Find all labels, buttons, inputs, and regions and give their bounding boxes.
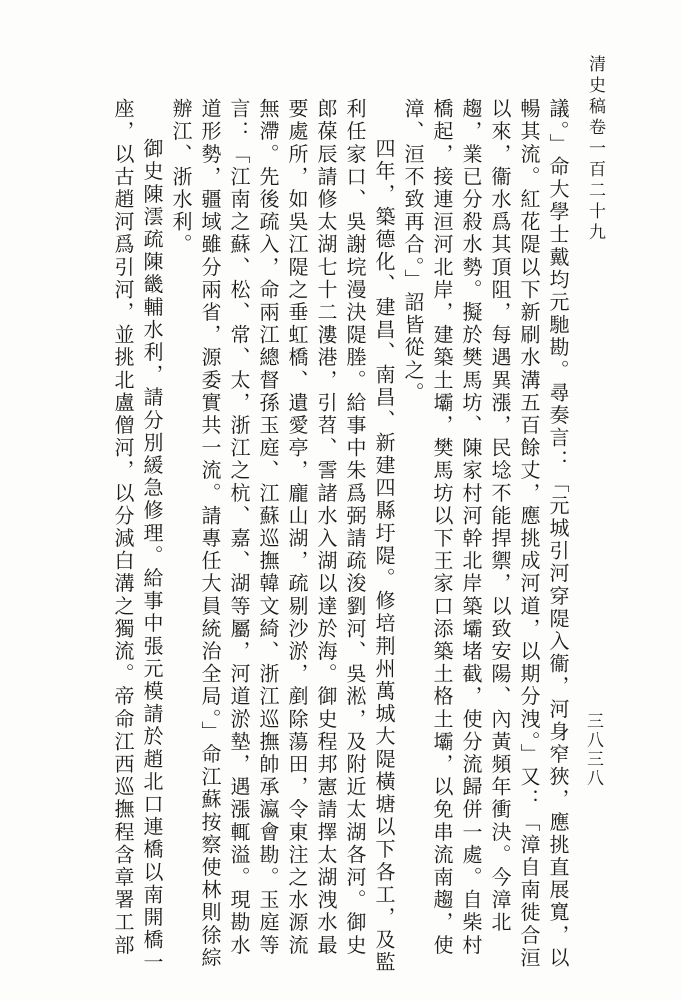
paragraph-1: 議。」命大學士戴均元馳勘。尋奏言：「元城引河穿隄入衞，河身窄狹，應挑直展寬，以暢其流。紅花隄以下新刷水溝五百餘丈，應挑成河道，以期分洩。」又：「漳自南徙合洹以來，衞水爲其頂阻，每遇異漲，民埝不能捍禦，以致安陽、內黃頻年衝決。今漳北趨，業已分殺水勢。擬於樊馬坊、陳家村河幹北岸築壩堵截，使分流歸併一處。自柴村橋起，接連洹河北岸，建築土壩，樊馬坊以下王家口添築土格土壩，以免串流南趨，使漳、洹不致再合。」詔皆從之。	[401, 98, 570, 970]
running-header-title: 清史稿卷一百二十九	[585, 55, 605, 244]
page-number: 三八三八	[583, 712, 603, 788]
paragraph-2: 四年，築德化、建昌、南昌、新建四縣圩隄。修培荆州萬城大隄橫塘以下各工，及監利任家口、吳謝垸漫決隄塍。給事中朱爲弼請疏浚劉河、吳淞，及附近太湖各河。御史郎葆辰請修太湖七十二漊港，引苕、霅諸水入湖以達於海。御史程邦憲請擇太湖洩水最要處所，如吳江隄之垂虹橋、遺愛亭，龐山湖，疏剔沙淤，剷除蕩田，令東注之水源流無滯。先後疏入，命兩江總督孫玉庭、江蘇巡撫韓文綺、浙江巡撫帥承瀛會勘。玉庭等言：「江南之蘇、松、常、太，浙江之杭、嘉、湖等屬，河道淤墊，遇漲輒溢。現勘水道形勢，疆域雖分兩省，源委實共一流。請專任大員統治全局。」命江蘇按察使林則徐綜辦江、浙水利。	[169, 98, 396, 975]
body-text	[100, 98, 572, 978]
paragraph-3: 御史陳澐疏陳畿輔水利，請分別緩急修理。給事中張元模請於趙北口連橋以南開橋一座，以古趙河爲引河，並挑北盧僧河，以分減白溝之獨流。帝命江西巡撫程含章署工部	[111, 98, 164, 975]
